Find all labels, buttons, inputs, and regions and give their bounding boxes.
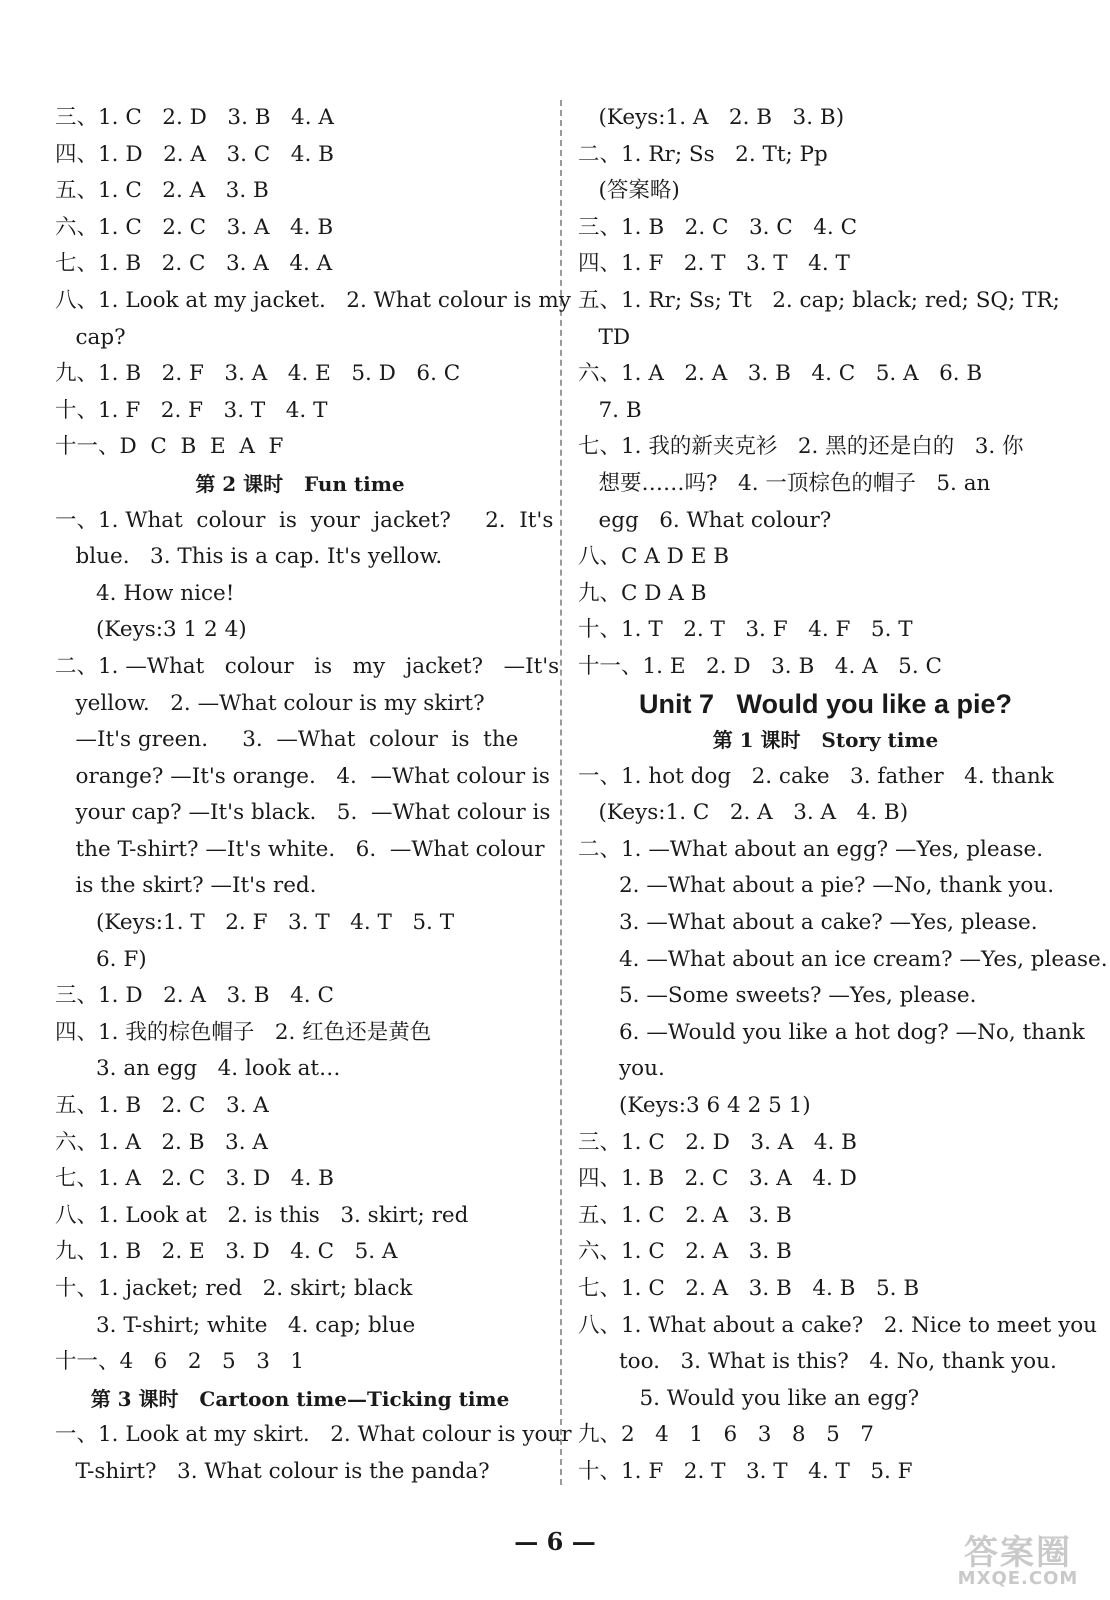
answer-line: 七、1. 我的新夹克衫 2. 黑的还是白的 3. 你 [578, 434, 1024, 460]
section-heading: 第 2 课时 Fun time [195, 471, 405, 496]
answer-line: 十、1. F 2. T 3. T 4. T 5. F [578, 1458, 913, 1484]
answer-line: 4. —What about an ice cream? —Yes, please. [578, 946, 1108, 972]
answer-line: orange? —It's orange. 4. —What colour is [55, 763, 550, 789]
answer-line: 4. How nice! [55, 580, 235, 606]
answer-line: 5. Would you like an egg? [578, 1385, 920, 1411]
answer-line: 六、1. C 2. A 3. B [578, 1239, 792, 1265]
answer-line: 六、1. A 2. B 3. A [55, 1129, 268, 1155]
answer-line: 九、2 4 1 6 3 8 5 7 [578, 1422, 874, 1448]
answer-line: 四、1. D 2. A 3. C 4. B [55, 141, 334, 167]
answer-line: 三、1. D 2. A 3. B 4. C [55, 983, 334, 1009]
answer-line: 二、1. —What about an egg? —Yes, please. [578, 836, 1044, 862]
answer-line: 二、1. Rr; Ss 2. Tt; Pp [578, 141, 828, 167]
answer-line: 7. B [578, 397, 642, 423]
answer-line: 一、1. Look at my skirt. 2. What colour is your [55, 1422, 572, 1448]
answer-line: blue. 3. This is a cap. It's yellow. [55, 544, 443, 570]
answer-line: you. [578, 1056, 665, 1082]
section-heading: 第 1 课时 Story time [712, 728, 939, 753]
answer-line: too. 3. What is this? 4. No, thank you. [578, 1349, 1057, 1375]
right-column [578, 100, 1108, 1491]
answer-line: 四、1. 我的棕色帽子 2. 红色还是黄色 [55, 1019, 432, 1045]
answer-line: 一、1. What colour is your jacket? 2. It's [55, 507, 554, 533]
answer-line: 十、1. F 2. F 3. T 4. T [55, 397, 328, 423]
answer-line: T-shirt? 3. What colour is the panda? [55, 1458, 490, 1484]
answer-line: 四、1. B 2. C 3. A 4. D [578, 1166, 857, 1192]
answer-line: 想要……吗? 4. 一顶棕色的帽子 5. an [578, 470, 991, 496]
answer-line: 十一、D C B E A F [55, 434, 284, 460]
answer-line: 十、1. T 2. T 3. F 4. F 5. T [578, 617, 913, 643]
answer-line: 3. T-shirt; white 4. cap; blue [55, 1312, 416, 1338]
answer-line: 十一、4 6 2 5 3 1 [55, 1349, 305, 1375]
answer-line: 十、1. jacket; red 2. skirt; black [55, 1276, 413, 1301]
answer-line: 六、1. A 2. A 3. B 4. C 5. A 6. B [578, 361, 983, 387]
answer-line: yellow. 2. —What colour is my skirt? [55, 690, 485, 716]
answer-line: 七、1. B 2. C 3. A 4. A [55, 251, 333, 277]
answer-line: your cap? —It's black. 5. —What colour is [55, 800, 551, 826]
answer-line: cap? [55, 324, 126, 350]
answer-line: 二、1. —What colour is my jacket? —It's [55, 653, 560, 679]
answer-line: (Keys:1. T 2. F 3. T 4. T 5. T [55, 910, 455, 936]
answer-line: (Keys:3 1 2 4) [55, 617, 247, 643]
answer-line: 八、1. Look at my jacket. 2. What colour is my [55, 287, 571, 313]
page-number: — 6 — [514, 1527, 596, 1556]
answer-line: 六、1. C 2. C 3. A 4. B [55, 214, 334, 240]
answer-line: TD [578, 324, 631, 350]
answer-line: 五、1. C 2. A 3. B [55, 178, 269, 204]
answer-line: 6. F) [55, 946, 147, 972]
answer-line: 九、1. B 2. F 3. A 4. E 5. D 6. C [55, 361, 461, 387]
answer-line: 一、1. hot dog 2. cake 3. father 4. thank [578, 763, 1054, 789]
answer-line: 九、C D A B [578, 580, 707, 606]
answer-line: 十一、1. E 2. D 3. B 4. A 5. C [578, 653, 942, 679]
answer-line: 七、1. C 2. A 3. B 4. B 5. B [578, 1276, 920, 1301]
watermark-text-top: 答案圈 [964, 1533, 1072, 1573]
answer-line: 八、1. What about a cake? 2. Nice to meet you [578, 1312, 1098, 1338]
answer-line: 5. —Some sweets? —Yes, please. [578, 983, 977, 1009]
answer-line: 五、1. B 2. C 3. A [55, 1093, 269, 1119]
answer-line: —It's green. 3. —What colour is the [55, 727, 519, 753]
answer-line: 6. —Would you like a hot dog? —No, thank [578, 1019, 1085, 1045]
answer-line: 三、1. C 2. D 3. A 4. B [578, 1129, 857, 1155]
answer-line: 七、1. A 2. C 3. D 4. B [55, 1166, 334, 1192]
answer-line: 三、1. B 2. C 3. C 4. C [578, 214, 858, 240]
answer-line: 八、C A D E B [578, 544, 730, 570]
watermark-logo [938, 1533, 1098, 1594]
answer-line: (答案略) [578, 178, 680, 204]
section-heading: 第 3 课时 Cartoon time—Ticking time [90, 1386, 510, 1411]
unit-title: Unit 7 Would you like a pie? [638, 688, 1013, 719]
answer-line: 3. —What about a cake? —Yes, please. [578, 910, 1038, 936]
answer-line: 2. —What about a pie? —No, thank you. [578, 873, 1055, 899]
answer-line: the T-shirt? —It's white. 6. —What colour [55, 836, 545, 862]
left-column [55, 100, 572, 1491]
answer-line: (Keys:1. A 2. B 3. B) [578, 105, 845, 130]
answer-line: 九、1. B 2. E 3. D 4. C 5. A [55, 1239, 398, 1265]
answer-line: egg 6. What colour? [578, 507, 832, 533]
answer-line: (Keys:1. C 2. A 3. A 4. B) [578, 800, 909, 826]
answer-line: 三、1. C 2. D 3. B 4. A [55, 105, 334, 130]
watermark-text-bottom: MXQE.COM [957, 1568, 1079, 1589]
answer-line: 3. an egg 4. look at… [55, 1056, 341, 1082]
answer-line: 五、1. C 2. A 3. B [578, 1202, 792, 1228]
answer-line: 八、1. Look at 2. is this 3. skirt; red [55, 1202, 469, 1228]
answer-line: is the skirt? —It's red. [55, 873, 317, 899]
answer-line: 四、1. F 2. T 3. T 4. T [578, 251, 850, 277]
answer-line: 五、1. Rr; Ss; Tt 2. cap; black; red; SQ; TR; [578, 287, 1060, 313]
answer-line: (Keys:3 6 4 2 5 1) [578, 1093, 811, 1119]
